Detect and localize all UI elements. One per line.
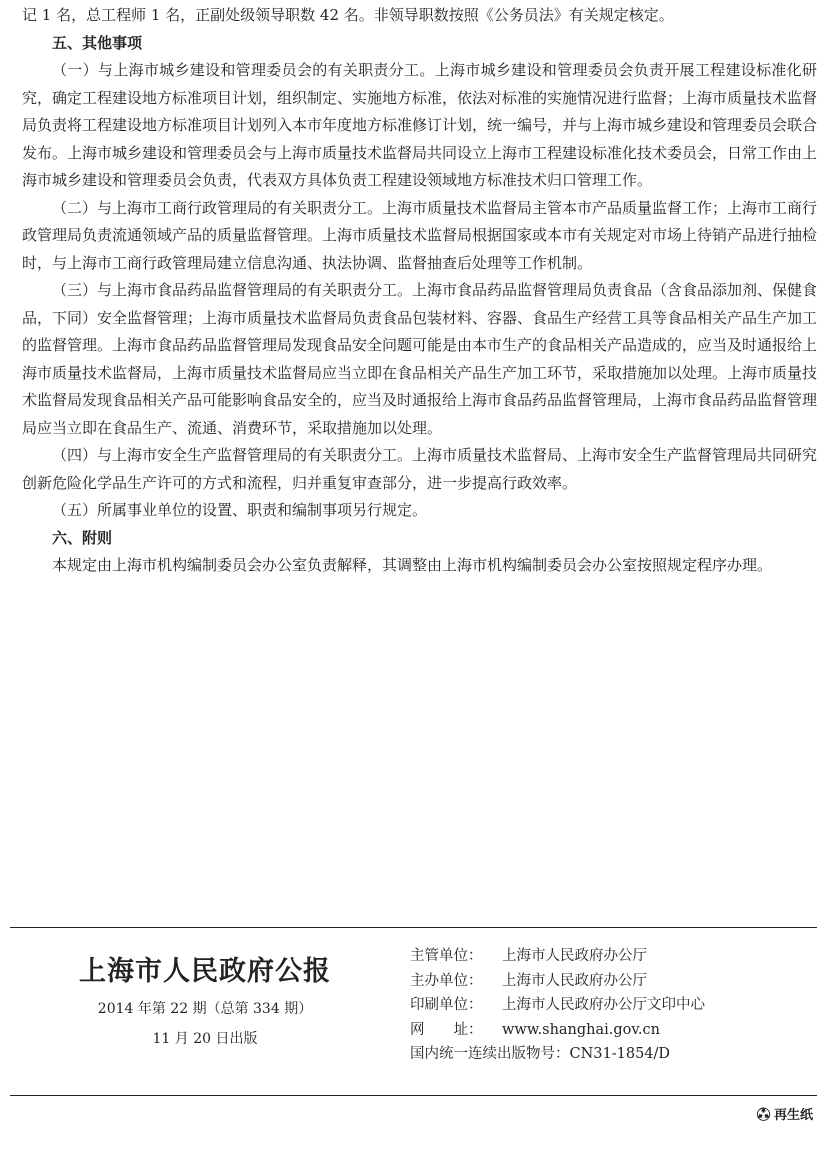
info-value: 上海市人民政府办公厅 [502,972,647,989]
info-row-website [410,1018,810,1043]
footer-bottom-divider [10,1095,817,1096]
info-value: 上海市人民政府办公厅文印中心 [502,997,705,1013]
paragraph-item-2: （二）与上海市工商行政管理局的有关职责分工。上海市质量技术监督局主管本市产品质量监督工作；上海市工商行政管理局负责流通领域产品的质量监督管理。上海市质量技术监督局根据国家或本市有关规定对市场上待销产品进行抽检时，与上海市工商行政管理局建立信息沟通、执法协调、监督抽查后处理等工作机制。 [22,198,818,272]
intro-line: 记 1 名，总工程师 1 名，正副处级领导职数 42 名。非领导职数按照《公务员法》有关规定核定。 [22,6,674,24]
info-value: CN31-1854/D [569,1046,671,1062]
info-label: 主管单位： [410,948,483,964]
issue-number: 2014 年第 22 期（总第 334 期） [97,1001,313,1017]
paragraph-item-1: （一）与上海市城乡建设和管理委员会的有关职责分工。上海市城乡建设和管理委员会负责开展工程建设标准化研究，确定工程建设地方标准项目计划，组织制定、实施地方标准，依法对标准的实施情况进行监督；上海市质量技术监督局负责将工程建设地方标准项目计划列入本市年度地方标准修订计划，统一编号，并与上海市城乡建设和管理委员会联合发布。上海市城乡建设和管理委员会与上海市质量技术监督局共同设立上海市工程建设标准化技术委员会，日常工作由上海市城乡建设和管理委员会负责，代表双方具体负责工程建设领域地方标准技术归口管理工作。 [22,61,818,189]
info-row-sponsor [410,969,810,994]
footer-top-divider [10,927,817,928]
recycled-paper-mark [756,1104,813,1123]
paragraph-item-3: （三）与上海市食品药品监督管理局的有关职责分工。上海市食品药品监督管理局负责食品（含食品添加剂、保健食品，下同）安全监督管理；上海市质量技术监督局负责食品包装材料、容器、食品生产经营工具等食品相关产品生产加工的监督管理。上海市食品药品监督管理局发现食品安全问题可能是由本市生产的食品相关产品造成的，应当及时通报给上海市质量技术监督局，上海市质量技术监督局应当立即在食品相关产品生产加工环节，采取措施加以处理。上海市质量技术监督局发现食品相关产品可能影响食品安全的，应当及时通报给上海市食品药品监督管理局，上海市食品药品监督管理局应当立即在食品生产、流通、消费环节，采取措施加以处理。 [22,281,818,437]
document-body [22,2,817,580]
footer-masthead [40,950,370,1054]
paragraph-item-5: （五）所属事业单位的设置、职责和编制事项另行规定。 [52,501,428,519]
section-heading-other-matters: 五、其他事项 [52,33,143,52]
website-link[interactable]: www.shanghai.gov.cn [502,1021,660,1038]
info-row-printer [410,993,810,1018]
section-heading-supplementary: 六、附则 [52,528,113,547]
info-value: 上海市人民政府办公厅 [502,948,647,964]
paragraph-closing: 本规定由上海市机构编制委员会办公室负责解释，其调整由上海市机构编制委员会办公室按照规定程序办理。 [52,556,773,574]
paragraph-item-4: （四）与上海市安全生产监督管理局的有关职责分工。上海市质量技术监督局、上海市安全生产监督管理局共同研究创新危险化学品生产许可的方式和流程，归并重复审查部分，进一步提高行政效率。 [22,446,818,492]
info-label: 网 址： [410,1021,483,1038]
recycle-icon [756,1106,771,1121]
recycled-paper-label: 再生纸 [773,1108,813,1123]
publication-info [410,944,810,1067]
publication-date: 11 月 20 日出版 [152,1031,258,1047]
info-label: 印刷单位： [410,997,483,1013]
publication-title: 上海市人民政府公报 [79,956,331,987]
info-label: 主办单位： [410,972,483,989]
info-row-serial-number [410,1042,810,1067]
info-label: 国内统一连续出版物号： [410,1046,570,1062]
info-row-supervisor [410,944,810,969]
